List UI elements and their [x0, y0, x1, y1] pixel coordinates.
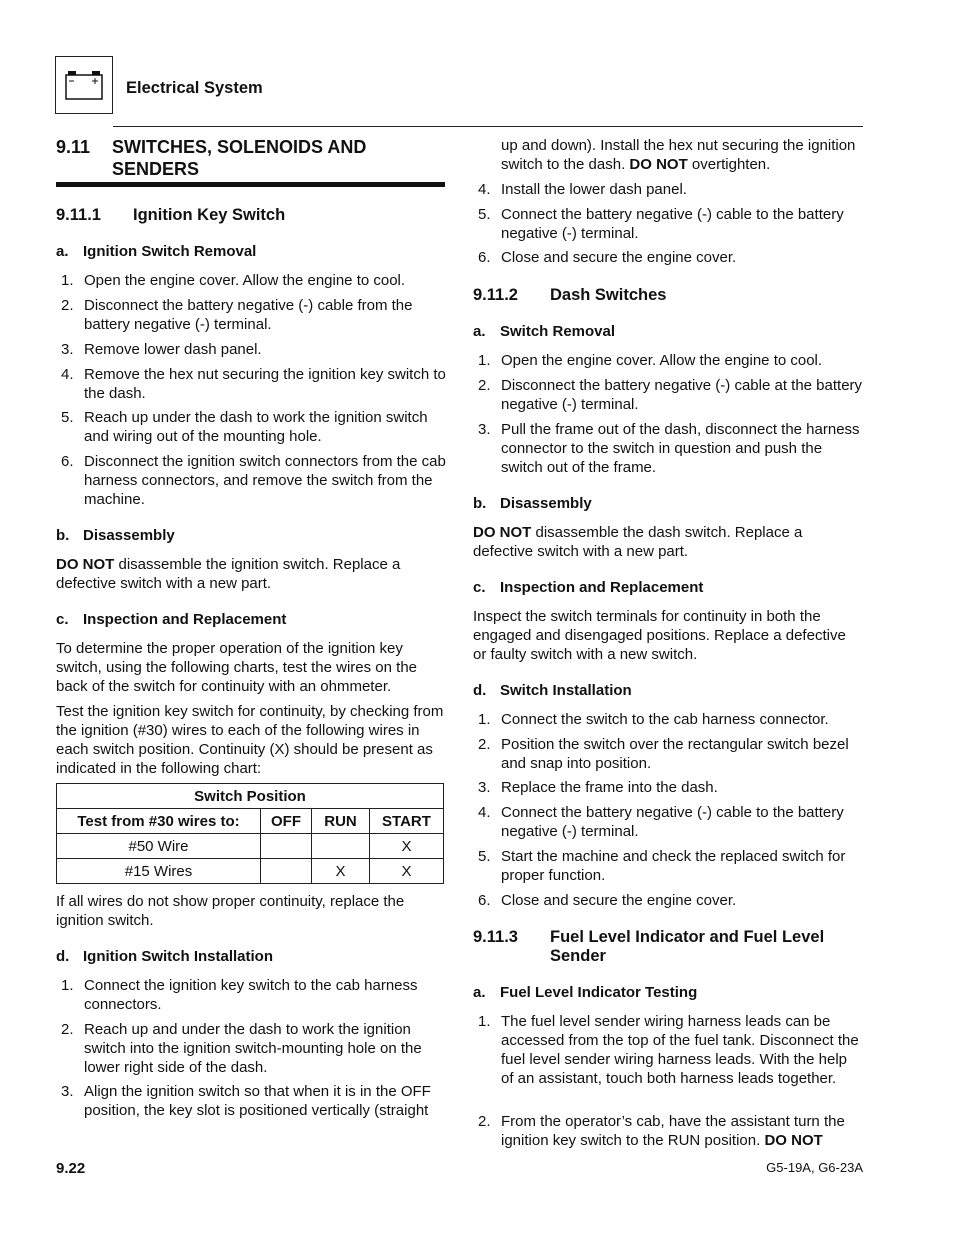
subsection-label: a.	[473, 323, 486, 340]
subsection-title: Switch Installation	[500, 682, 632, 699]
table-cell	[261, 834, 312, 859]
table-cell: X	[312, 859, 370, 884]
step-text: Connect the battery negative (-) cable to the battery negative (-) terminal.	[501, 206, 844, 242]
section-title-text: SWITCHES, SOLENOIDS AND SENDERS	[112, 137, 367, 179]
header-title: Electrical System	[126, 79, 263, 97]
switch-position-table	[56, 783, 444, 884]
dash-disassembly-text	[473, 523, 863, 561]
table-header: OFF	[261, 809, 312, 834]
table-row	[57, 834, 444, 859]
subsection-title: Inspection and Replacement	[500, 579, 704, 596]
header-icon-box	[55, 56, 113, 114]
subsection-label: c.	[473, 579, 486, 596]
table-cell	[261, 859, 312, 884]
step-text: Close and secure the engine cover.	[501, 892, 737, 909]
dash-title: Dash Switches	[550, 286, 667, 304]
step-text: Disconnect the ignition switch connectors from the cab harness connectors, and remove the switch from the machine.	[84, 453, 446, 508]
step-text: Start the machine and check the replaced switch for proper function.	[501, 848, 846, 884]
subsection-title: Disassembly	[83, 527, 175, 544]
step-text: Open the engine cover. Allow the engine to cool.	[84, 272, 406, 289]
table-cell: X	[370, 834, 444, 859]
step-text: Remove the hex nut securing the ignition key switch to the dash.	[84, 366, 446, 402]
subsection-label: b.	[56, 527, 70, 544]
page-number: 9.22	[56, 1160, 86, 1177]
warning-bold: DO NOT	[56, 556, 115, 573]
continuity-note: If all wires do not show proper continuity, replace the ignition switch.	[56, 893, 405, 929]
step-text: Reach up and under the dash to work the ignition switch into the ignition switch-mounting hole on the lower right side of the dash.	[84, 1021, 422, 1076]
step-text: Disconnect the battery negative (-) cable at the battery negative (-) terminal.	[501, 377, 863, 413]
ignition-title: Ignition Key Switch	[133, 206, 286, 224]
fuel-number: 9.11.3	[473, 928, 518, 946]
subsection-label: a.	[56, 243, 69, 260]
table-cell	[312, 834, 370, 859]
step-text: overtighten.	[687, 156, 771, 173]
subsection-label: d.	[56, 948, 70, 965]
step-text: Remove lower dash panel.	[84, 341, 262, 358]
section-number: 9.11	[56, 137, 91, 157]
step-text: Pull the frame out of the dash, disconnect the harness connector to the switch in question and push the switch out of the frame.	[501, 421, 860, 476]
step-text: up and down). Install the hex nut securing the ignition switch to the dash.	[501, 137, 856, 173]
table-header: RUN	[312, 809, 370, 834]
step-text: The fuel level sender wiring harness leads can be accessed from the top of the fuel tank. Disconnect the fuel level sender wiring harness leads. With the help of an assistant, touch both harness leads together.	[501, 1013, 859, 1087]
subsection-title: Ignition Switch Removal	[83, 243, 257, 260]
step-text: From the operator’s cab, have the assistant turn the ignition key switch to the RUN position.	[501, 1113, 845, 1149]
step-text: Connect the ignition key switch to the cab harness connectors.	[84, 977, 418, 1013]
step-text: Install the lower dash panel.	[501, 181, 687, 198]
inspection-paragraph-1: To determine the proper operation of the ignition key switch, using the following charts, test the wires on the back of the switch for continuity with an ohmmeter.	[56, 640, 418, 695]
step-text: Position the switch over the rectangular switch bezel and snap into position.	[501, 736, 849, 772]
model-numbers: G5-19A, G6-23A	[766, 1160, 863, 1175]
table-row	[57, 859, 444, 884]
warning-bold: DO NOT	[473, 524, 532, 541]
subsection-title: Ignition Switch Installation	[83, 948, 273, 965]
table-cell: #15 Wires	[57, 859, 261, 884]
step-text: Connect the switch to the cab harness connector.	[501, 711, 829, 728]
table-cell: #50 Wire	[57, 834, 261, 859]
step-text: Close and secure the engine cover.	[501, 249, 737, 266]
subsection-label: c.	[56, 611, 69, 628]
section-rule	[56, 182, 445, 187]
subsection-label: d.	[473, 682, 487, 699]
warning-bold: DO NOT	[764, 1132, 823, 1149]
subsection-title: Switch Removal	[500, 323, 616, 340]
paragraph-text: disassemble the dash switch. Replace a defective switch with a new part.	[473, 524, 803, 560]
step-text: Align the ignition switch so that when it is in the OFF position, the key slot is positioned vertically (straight	[84, 1083, 431, 1119]
subsection-label: a.	[473, 984, 486, 1001]
subsection-title: Inspection and Replacement	[83, 611, 287, 628]
table-header: START	[370, 809, 444, 834]
table-header: Test from #30 wires to:	[57, 809, 261, 834]
ignition-number: 9.11.1	[56, 206, 101, 224]
step-text: Disconnect the battery negative (-) cable from the battery negative (-) terminal.	[84, 297, 413, 333]
subsection-title: Fuel Level Indicator Testing	[500, 984, 698, 1001]
warning-bold: DO NOT	[629, 156, 688, 173]
ignition-disassembly-text	[56, 555, 446, 593]
subsection-label: b.	[473, 495, 487, 512]
inspection-paragraph-2: Test the ignition key switch for continuity, by checking from the ignition (#30) wires to each of the following wires in each switch position. Continuity (X) should be present as indicated in the following chart:	[56, 703, 444, 777]
dash-inspection-text: Inspect the switch terminals for continuity in both the engaged and disengaged positions. Replace a defective or faulty switch with a new switch.	[473, 608, 846, 663]
table-cell: X	[370, 859, 444, 884]
dash-number: 9.11.2	[473, 286, 518, 304]
subsection-title: Disassembly	[500, 495, 592, 512]
battery-icon	[65, 71, 105, 101]
step-text: Reach up under the dash to work the ignition switch and wiring out of the mounting hole.	[84, 409, 428, 445]
table-caption: Switch Position	[57, 784, 444, 809]
step-text: Open the engine cover. Allow the engine to cool.	[501, 352, 823, 369]
header-rule	[113, 126, 863, 127]
paragraph-text: disassemble the ignition switch. Replace a defective switch with a new part.	[56, 556, 401, 592]
fuel-title: Fuel Level Indicator and Fuel Level Sender	[550, 928, 825, 965]
step-text: Connect the battery negative (-) cable to the battery negative (-) terminal.	[501, 804, 844, 840]
step-text: Replace the frame into the dash.	[501, 779, 718, 796]
